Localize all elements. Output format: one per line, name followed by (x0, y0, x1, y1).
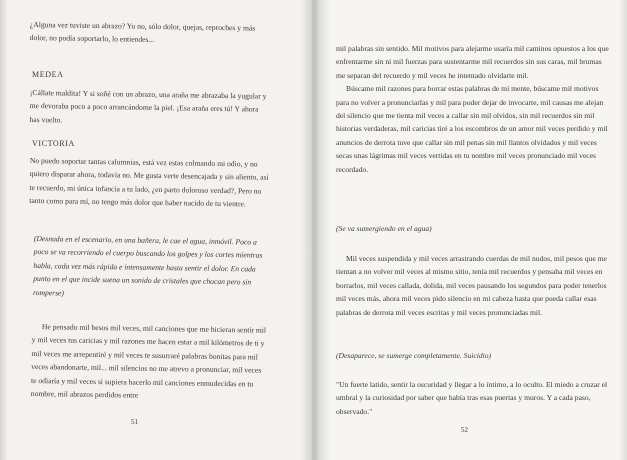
stage-2-block (336, 349, 612, 362)
victoria-line: No puedo soportar tantas calumnias, está vez estas colmando mi odio, y no quiero disparar ahora, todavía no. Me gusta verte desencajada y sin aliento, así te recuerdo, mi única infancia a tu lado, ¿en parto doloroso verdad?, Pero no tanto como para mí, no tengo más dolor que haber nacido de tu vientre. (29, 155, 269, 209)
stage-direction-block (33, 232, 286, 303)
page-number-right: 52 (461, 426, 468, 434)
page-edge-shadow-right (619, 0, 627, 460)
victoria-text-block (29, 154, 282, 212)
book-gutter (300, 0, 330, 460)
quote-block (336, 378, 612, 418)
stage-direction-2: (Desaparece, se sumerge completamente. Suicidio) (336, 351, 492, 360)
monologue-text: He pensado mil besos mil veces, mil canciones que me hicieran sentir mil y mil veces tus caricias y mil razones me hacen estar a mil kilómetros de ti y mil veces me arrepentiré y mil veces te susurraré palabras bonitas para mil veces abandonarte, mil... mil silencios no me atrevo a pronunciar, mil veces te odiaría y mil veces si supiera hacerlo mil canciones enmudecidas en tu nombre, mil abrazos perdidos entre (30, 322, 267, 400)
right-text-block-2 (336, 252, 612, 319)
medea-text-block (29, 86, 282, 130)
paragraph-1: mil palabras sin sentido. Mil motivos para alejarme usaría mil caminos opuestos a los que enfrentarme sin ni mil fuerzas para sustentarme mil recuerdos sin sus caras, mil brumas me separan del recuerdo y mil veces he intentado olvidarte mil. (336, 44, 609, 80)
left-page-text (30, 18, 282, 49)
medea-line: ¡Cállate maldita! Y si soñé con un abrazo, una araña me abrazaba la yugular y me devoraba poco a poco arrancándome la piel. ¡Esa araña eres tú! Y ahora has vuelto. (29, 87, 267, 125)
paragraph-2: Búscame mil razones para borrar estas palabras de mi mente, búscame mil motivos para no volver a pronunciarlas y mil para poder dejar de invocarte, mil causas me alejan del silencio que me tienta mil veces a callar sin mil olvidos, sin mil recuerdos sin mil historias verdaderas, mil caricias tiré a los escombros de un amor mil veces perdido y mil anuncios de derrota tuve que callar sin mil penas sin mil llantos olvidados y mil veces secas unas lágrimas mil veces vertidas en tu nombre mil veces pronunciado mil veces recordado. (336, 84, 608, 174)
speaker-victoria: VICTORIA (32, 139, 75, 148)
speaker-medea: MEDEA (32, 70, 64, 79)
monologue-block (31, 320, 284, 404)
closing-quote: "Un fuerte latido, sentir la oscuridad y llegar a lo íntimo, a lo oculto. El miedo a cruzar el umbral y la curiosidad por saber que había tras esas puertas y muros. Y a cada paso, observado." (336, 380, 608, 416)
page-number-left: 51 (131, 418, 138, 426)
left-page (0, 0, 312, 460)
stage-1-block (336, 222, 612, 235)
stage-direction-1: (Se va sumergiendo en el agua) (336, 224, 432, 233)
page-edge-shadow (0, 0, 8, 460)
stage-direction: (Desnuda en el escenario, en una bañera, le cae el agua, inmóvil. Poco a poco se va recorriendo el cuerpo buscando los golpes y los cortes mientras habla, cada vez más rápida e intensamente hasta sentir el dolor. En cada punto en el que incide suena un sonido de cristales que chocan pero sin romperse) (32, 233, 263, 298)
paragraph-top: ¿Alguna vez tuviste un abrazo? Yo no, sólo dolor, quejas, reproches y más dolor, no podía soportarlo, lo entiendes... (29, 19, 256, 45)
paragraph-3: Mil veces suspendida y mil veces arrastrando cuerdas de mil nudos, mil pesos que me tientan a no volver mil veces al mismo sitio, tenía mil recuerdos y pensaba mil veces en borrarlos, mil veces callada, dolida, mil veces pausando los segundos para poder tenerlos mil veces más, ahora mil veces pido silencio en mi cabeza hasta que pueda callar esas palabras de derrota mil veces escritas y mil veces pronunciadas mil. (336, 254, 607, 317)
right-text-block-1 (336, 42, 612, 176)
right-page (314, 0, 627, 460)
